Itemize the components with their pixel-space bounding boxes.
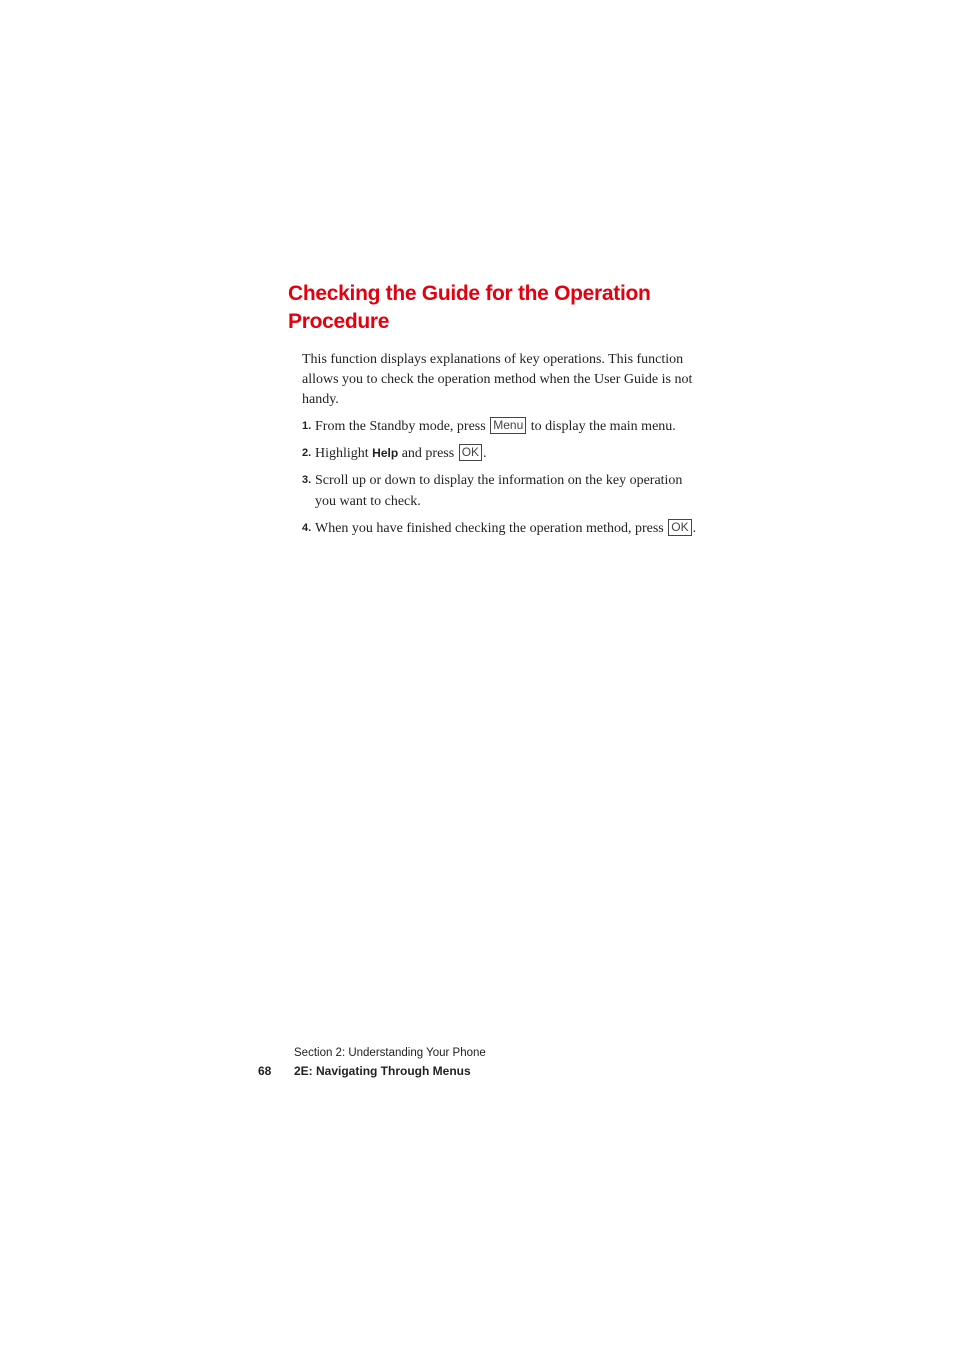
step-number: 3. <box>302 474 312 486</box>
step-text: Scroll up or down to display the information on the key operation you want to check. <box>315 473 683 509</box>
step-2 <box>302 443 702 464</box>
footer-section-title: Section 2: Understanding Your Phone <box>294 1047 486 1059</box>
step-number: 4. <box>302 522 312 534</box>
procedure-steps <box>302 416 702 545</box>
intro-paragraph: This function displays explanations of key operations. This function allows you to check the operation method when the User Guide is not handy. <box>302 352 693 407</box>
ok-key: OK <box>459 444 482 461</box>
step-text: From the Standby mode, press <box>315 419 486 434</box>
step-number: 1. <box>302 420 312 432</box>
step-number: 2. <box>302 447 312 459</box>
step-3 <box>302 470 702 512</box>
step-1 <box>302 416 702 437</box>
step-text: Highlight <box>315 446 369 461</box>
footer-chapter-title: 2E: Navigating Through Menus <box>294 1064 471 1078</box>
help-term: Help <box>372 446 399 460</box>
ok-key: OK <box>668 519 691 536</box>
step-4 <box>302 518 702 539</box>
step-text: to display the main menu. <box>530 419 676 434</box>
step-text: and press <box>401 446 455 461</box>
step-text: When you have finished checking the operation method, press <box>315 521 664 536</box>
page-title: Checking the Guide for the Operation Procedure <box>288 282 651 333</box>
step-text: . <box>483 446 487 461</box>
menu-key: Menu <box>490 417 526 434</box>
step-text: . <box>692 521 697 536</box>
page-number: 68 <box>258 1064 272 1078</box>
